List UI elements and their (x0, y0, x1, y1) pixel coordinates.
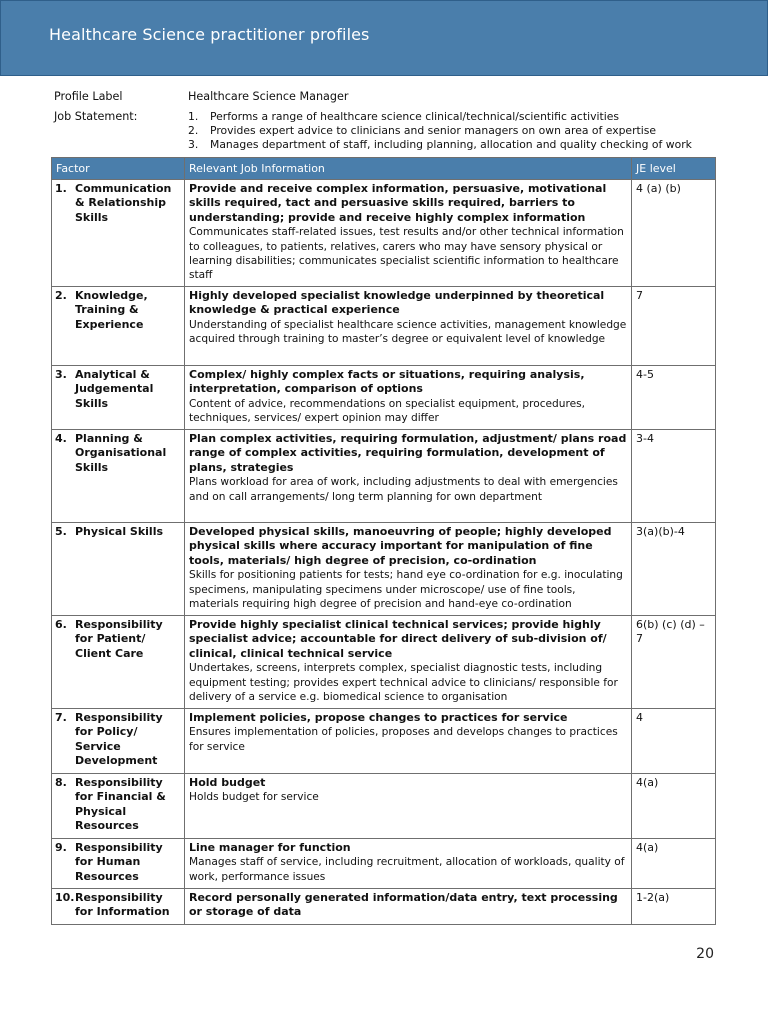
job-statement-item: 1. Performs a range of healthcare science clinical/technical/scientific activities (188, 110, 619, 123)
info-cell: Record personally generated information/data entry, text processing or storage of data (185, 889, 632, 925)
table-row (52, 889, 716, 925)
info-cell: Implement policies, propose changes to practices for service Ensures implementation of policies, proposes and develops changes to practices for service (185, 709, 632, 774)
profile-meta (54, 90, 714, 152)
job-statement-key: Job Statement: (54, 110, 138, 123)
factor-cell: 3. Analytical & Judgemental Skills (52, 366, 185, 430)
column-header-je-level: JE level (632, 158, 716, 180)
column-header-info: Relevant Job Information (185, 158, 632, 180)
page-title: Healthcare Science practitioner profiles (49, 25, 370, 44)
factor-cell: 2. Knowledge, Training & Experience (52, 287, 185, 366)
factor-cell: 7. Responsibility for Policy/ Service Development (52, 709, 185, 774)
profile-table (51, 157, 716, 925)
je-level-cell: 7 (632, 287, 716, 366)
je-level-cell: 3(a)(b)-4 (632, 523, 716, 616)
job-statement-item: 2. Provides expert advice to clinicians and senior managers on own area of expertise (188, 124, 657, 137)
je-level-cell: 1-2(a) (632, 889, 716, 925)
page-number: 20 (696, 946, 714, 962)
job-statement-list (188, 110, 714, 152)
table-row (52, 523, 716, 616)
factor-cell: 4. Planning & Organisational Skills (52, 430, 185, 523)
factor-cell: 6. Responsibility for Patient/ Client Care (52, 616, 185, 709)
header-bar (0, 0, 768, 76)
table-row (52, 839, 716, 889)
je-level-cell: 6(b) (c) (d) – 7 (632, 616, 716, 709)
je-level-cell: 4 (a) (b) (632, 180, 716, 287)
column-header-factor: Factor (52, 158, 185, 180)
job-statement-item: 3. Manages department of staff, including planning, allocation and quality checking of work (188, 138, 692, 151)
table-row (52, 430, 716, 523)
job-statement-row (54, 110, 714, 152)
table-header-row (52, 158, 716, 180)
table-row (52, 616, 716, 709)
info-cell: Developed physical skills, manoeuvring of people; highly developed physical skills where accuracy important for manipulation of fine tools, materials/ high degree of precision, co-ordination Skills for positioning patients for tests; hand eye co-ordination for e.g. inoculating specimens, manipulating specimens under microscope/ use of fine tools, materials requiring high degree of precision and hand-eye co-ordination (185, 523, 632, 616)
je-level-cell: 4-5 (632, 366, 716, 430)
info-cell: Provide highly specialist clinical technical services; provide highly specialist advice; accountable for direct delivery of sub-division of/ clinical, clinical technical service Undertakes, screens, interprets complex, specialist diagnostic tests, including equipment testing; provides expert technical advice to clinicians/ responsible for delivery of a service e.g. biomedical science to organisation (185, 616, 632, 709)
factor-cell: 10. Responsibility for Information (52, 889, 185, 925)
je-level-cell: 3-4 (632, 430, 716, 523)
table-row (52, 774, 716, 839)
je-level-cell: 4(a) (632, 839, 716, 889)
je-level-cell: 4 (632, 709, 716, 774)
profile-label-row (54, 90, 714, 110)
info-cell: Complex/ highly complex facts or situations, requiring analysis, interpretation, comparison of options Content of advice, recommendations on specialist equipment, procedures, techniques, services/ expert opinion may differ (185, 366, 632, 430)
factor-cell: 1. Communication & Relationship Skills (52, 180, 185, 287)
info-cell: Provide and receive complex information, persuasive, motivational skills required, tact and persuasive skills required, barriers to understanding; provide and receive highly complex information Communicates staff-related issues, test results and/or other technical information to colleagues, to patients, relatives, carers who may have sensory physical or learning disabilities; communicates specialist scientific information to healthcare staff (185, 180, 632, 287)
table-row (52, 366, 716, 430)
factor-cell: 5. Physical Skills (52, 523, 185, 616)
table-row (52, 180, 716, 287)
info-cell: Hold budget Holds budget for service (185, 774, 632, 839)
factor-cell: 8. Responsibility for Financial & Physical Resources (52, 774, 185, 839)
table-row (52, 287, 716, 366)
factor-cell: 9. Responsibility for Human Resources (52, 839, 185, 889)
profile-label-key: Profile Label (54, 90, 123, 103)
info-cell: Highly developed specialist knowledge underpinned by theoretical knowledge & practical experience Understanding of specialist healthcare science activities, management knowledge acquired through training to master’s degree or equivalent level of knowledge (185, 287, 632, 366)
table-row (52, 709, 716, 774)
info-cell: Plan complex activities, requiring formulation, adjustment/ plans road range of complex activities, requiring formulation, development of plans, strategies Plans workload for area of work, including adjustments to deal with emergencies and on call arrangements/ long term planning for own department (185, 430, 632, 523)
profile-label-value: Healthcare Science Manager (188, 90, 349, 103)
info-cell: Line manager for function Manages staff of service, including recruitment, allocation of workloads, quality of work, performance issues (185, 839, 632, 889)
je-level-cell: 4(a) (632, 774, 716, 839)
